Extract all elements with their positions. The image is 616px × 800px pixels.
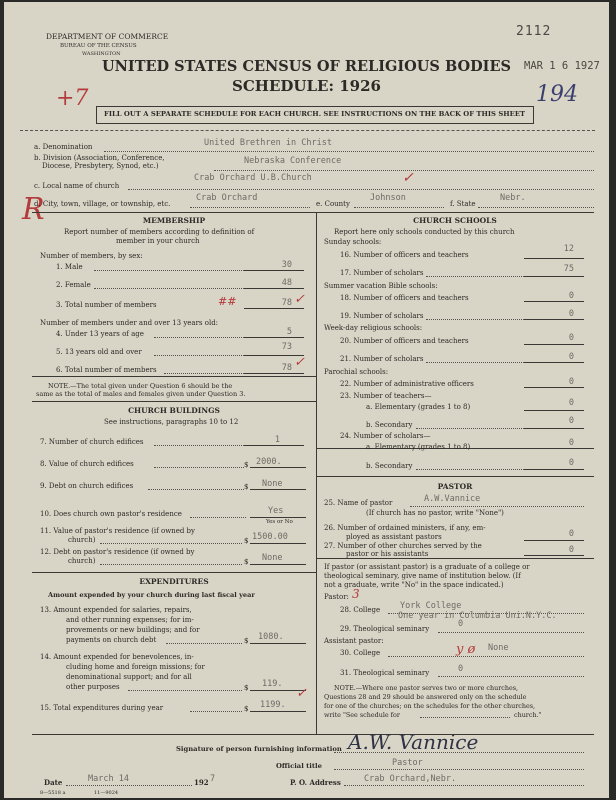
q25-value: A.W.Vannice [424,494,481,504]
city-value: Crab Orchard [196,193,258,203]
q16-label: 16. Number of officers and teachers [340,251,469,259]
denomination-value: United Brethren in Christ [204,138,332,148]
sex-heading: Number of members, by sex: [40,252,143,260]
assistant-pastor-label: Assistant pastor: [324,637,384,645]
state-value: Nebr. [500,193,526,203]
q12-value: None [262,553,283,563]
q24a-value: 0 [568,438,574,448]
state-label: f. State [450,200,476,208]
q6-check: ✓ [294,355,305,370]
q27-label: 27. Number of other churches served by the [324,542,482,550]
form-title: UNITED STATES CENSUS OF RELIGIOUS BODIES [102,58,511,75]
age-heading: Number of members under and over 13 years old: [40,319,219,327]
q1-value: 30 [281,260,292,270]
pastor-mark: 3 [352,587,360,601]
q13-dollar: $ [244,637,249,645]
q8-label: 8. Value of church edifices [40,460,134,468]
q13-label-2: and other running expenses; for im- [66,616,194,624]
official-title-value: Pastor [392,758,423,768]
stamp-number: 2112 [516,24,552,39]
q25-note: (If church has no pastor, write "None") [366,509,504,517]
signature-value: A.W. Vannice [348,730,479,754]
q31-label: 31. Theological seminary [340,669,430,677]
census-schedule-form [4,2,609,798]
q27-value: 0 [568,545,574,555]
form-code-2: 11—9024 [94,790,119,796]
membership-note-2: same as the total of males and females given under Question 3. [36,390,246,398]
city-label: d. City, town, village, or township, etc. [34,200,171,208]
q13-label-3: provements or new buildings; and for [66,626,200,634]
date-label: Date [44,778,63,787]
q28-label: 28. College [340,606,381,614]
year-suffix: 7 [210,774,216,784]
q20-value: 0 [568,333,574,343]
membership-note: NOTE.—The total given under Question 6 should be the [48,382,233,390]
buildings-subheading: See instructions, paragraphs 10 to 12 [104,418,239,426]
q22-label: 22. Number of administrative officers [340,380,474,388]
q27-label-2: pastor or his assistants [346,550,429,558]
q24b-label: b. Secondary [366,462,413,470]
q4-value: 5 [286,327,292,337]
signature-label: Signature of person furnishing information [176,745,342,753]
schools-intro: Report here only schools conducted by this church [334,228,515,236]
stamp-date: MAR 1 6 1927 [524,60,600,72]
q14-label-3: denominational support; and for all [66,673,192,681]
q17-label: 17. Number of scholars [340,269,424,277]
parochial-heading: Parochial schools: [324,368,389,376]
q17-value: 75 [563,264,574,274]
pastor-label: Pastor: [324,593,349,601]
membership-heading: MEMBERSHIP [142,216,206,225]
q22-value: 0 [568,377,574,387]
q19-value: 0 [568,309,574,319]
q11-value: 1500.00 [252,532,288,542]
q30-label: 30. College [340,649,381,657]
q12-label: 12. Debt on pastor's residence (if owned by [40,548,195,556]
sunday-heading: Sunday schools: [324,238,382,246]
q7-label: 7. Number of church edifices [40,438,144,446]
department-label: DEPARTMENT OF COMMERCE [46,32,169,41]
church-name-label: c. Local name of church [34,182,120,190]
q14-label: 14. Amount expended for benevolences, in- [40,653,194,661]
expenditures-subheading: Amount expended by your church during last fiscal year [48,591,255,599]
q24a-label: a. Elementary (grades 1 to 8) [366,443,471,451]
church-name-value: Crab Orchard U.B.Church [194,173,312,183]
q9-value: None [262,479,283,489]
po-address-value: Crab Orchard,Nebr. [364,774,457,784]
pastor-note-4: write "See schedule for [324,711,400,719]
q23a-label: a. Elementary (grades 1 to 8) [366,403,471,411]
q5-label: 5. 13 years old and over [56,348,142,356]
q3-check: ✓ [294,292,305,307]
q9-label: 9. Debt on church edifices [40,482,134,490]
schools-heading: CHURCH SCHOOLS [413,216,497,225]
division-label: b. Division (Association, Conference, [34,154,165,162]
pastor-heading: PASTOR [437,482,473,491]
q15-label: 15. Total expenditures during year [40,704,164,712]
county-value: Johnson [370,193,406,203]
q15-value: 1199. [260,700,286,710]
division-value: Nebraska Conference [244,156,342,166]
q23b-value: 0 [568,416,574,426]
q26-label-2: ployed as assistant pastors [346,533,442,541]
division-label-2: Diocese, Presbytery, Synod, etc.) [42,162,159,170]
q11-dollar: $ [244,537,249,545]
q13-label: 13. Amount expended for salaries, repairs, [40,606,192,614]
handwritten-number: 194 [536,82,578,107]
pastor-note-2: Questions 28 and 29 should be answered only on the schedule [324,693,527,701]
q3-value: 78 [281,298,292,308]
q10-label: 10. Does church own pastor's residence [40,510,182,518]
check-mark: ✓ [402,170,414,186]
q30-value: None [488,643,509,653]
q11-label: 11. Value of pastor's residence (if owned by [40,527,195,535]
q21-label: 21. Number of scholars [340,355,424,363]
q18-label: 18. Number of officers and teachers [340,294,469,302]
q8-value: 2000. [256,457,282,467]
q6-value: 78 [281,363,292,373]
denomination-label: a. Denomination [34,143,93,151]
date-value: March 14 [88,774,129,784]
q14-dollar: $ [244,684,249,692]
q4-label: 4. Under 13 years of age [56,330,144,338]
q31-value: 0 [458,664,464,674]
q1-label: 1. Male [56,263,83,271]
q11-label-2: church) [68,536,96,544]
q10-hint: Yes or No [266,519,293,525]
q5-value: 73 [281,342,292,352]
q7-value: 1 [274,435,280,445]
red-mark: +7 [56,86,89,111]
bureau-label: BUREAU OF THE CENSUS [60,43,137,49]
pastor-note-3: for one of the churches; on the schedules for the other churches, [324,702,536,710]
q20-label: 20. Number of officers and teachers [340,337,469,345]
q29-label: 29. Theological seminary [340,625,430,633]
q8-dollar: $ [244,461,249,469]
q15-dollar: $ [244,705,249,713]
q26-value: 0 [568,529,574,539]
q28-value: York College [400,601,462,611]
q25-label: 25. Name of pastor [324,499,393,507]
q24-label: 24. Number of scholars— [340,432,431,440]
q21-value: 0 [568,352,574,362]
membership-intro: Report number of members according to definition of [64,228,255,236]
q23b-label: b. Secondary [366,421,413,429]
city-label: WASHINGTON [82,51,121,57]
official-title-label: Official title [276,762,322,770]
graduate-note-2: theological seminary, give name of institution below. (If [324,572,521,580]
q3-note: ## [218,295,237,308]
q6-label: 6. Total number of members [56,366,157,374]
schedule-title: SCHEDULE: 1926 [232,77,381,95]
q24b-value: 0 [568,458,574,468]
q18-value: 0 [568,291,574,301]
q19-label: 19. Number of scholars [340,312,424,320]
instruction-text: FILL OUT A SEPARATE SCHEDULE FOR EACH CHURCH. SEE INSTRUCTIONS ON THE BACK OF THIS SHEET [104,110,526,118]
q10-value: Yes [268,506,284,516]
graduate-note-3: not a graduate, write "No" in the space indicated.) [324,581,504,589]
q28-extra: One year in Columbia Uni.N.Y.C. [398,611,557,621]
q2-value: 48 [281,278,292,288]
q9-dollar: $ [244,483,249,491]
q3-label: 3. Total number of members [56,301,157,309]
q26-label: 26. Number of ordained ministers, if any, em- [324,524,486,532]
membership-intro-2: member in your church [116,237,200,245]
q13-value: 1080. [258,632,284,642]
expenditures-heading: EXPENDITURES [139,577,209,586]
pastor-note: NOTE.—Where one pastor serves two or more churches, [334,684,519,692]
q14-label-2: cluding home and foreign missions; for [66,663,205,671]
weekday-heading: Week-day religious schools: [324,324,423,332]
county-label: e. County [316,200,350,208]
year-prefix: 192 [194,778,209,787]
q12-label-2: church) [68,557,96,565]
q23a-value: 0 [568,398,574,408]
graduate-note: If pastor (or assistant pastor) is a graduate of a college or [324,563,530,571]
buildings-heading: CHURCH BUILDINGS [128,406,220,415]
summer-heading: Summer vacation Bible schools: [324,282,438,290]
q14-label-4: other purposes [66,683,120,691]
side-mark: R [22,192,45,227]
q14-value: 119. [262,679,283,689]
q29-value: 0 [458,619,464,629]
q30-mark: y ø [456,642,476,657]
form-code: 8—5518 a [40,790,66,796]
po-address-label: P. O. Address [290,778,341,787]
pastor-note-4b: church." [514,711,542,719]
q2-label: 2. Female [56,281,91,289]
q16-value: 12 [563,244,574,254]
q13-label-4: payments on church debt [66,636,157,644]
q23-label: 23. Number of teachers— [340,392,432,400]
q12-dollar: $ [244,558,249,566]
q15-check: ✓ [296,686,307,701]
